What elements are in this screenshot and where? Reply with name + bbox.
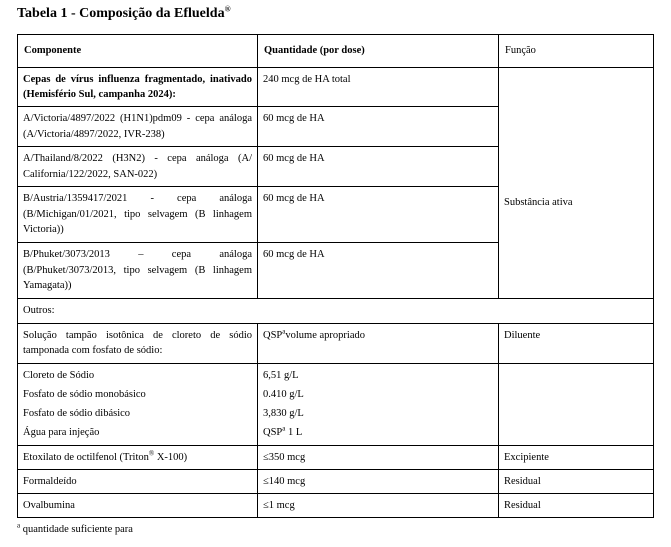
solucao-component: Solução tampão isotônica de cloreto de sódio tamponada com fosfato de sódio: <box>18 323 258 363</box>
table-row <box>18 323 654 363</box>
formaldeido-component: Formaldeído <box>18 469 258 493</box>
outros-label: Outros: <box>18 299 654 323</box>
header-componente: Componente <box>18 35 258 68</box>
footnote-mark: a <box>282 424 286 433</box>
strain-component: B/Austria/1359417/2021 - cepa análoga (B/Michigan/01/2021, tipo selvagem (B linhagem Victoria)) <box>18 187 258 243</box>
formaldeido-function: Residual <box>499 469 654 493</box>
strain-component: B/Phuket/3073/2013 – cepa análoga (B/Phuket/3073/2013, tipo selvagem (B linhagem Yamagata)) <box>18 243 258 299</box>
footnote-mark: a <box>282 327 286 336</box>
empty-function-cell <box>499 363 654 445</box>
qsp-text: QSP <box>263 329 283 341</box>
qsp-text: QSP <box>263 426 283 438</box>
table-row <box>18 494 654 518</box>
salts-components <box>18 363 258 445</box>
formaldeido-quantity: ≤140 mcg <box>258 469 499 493</box>
composition-table <box>17 34 654 518</box>
registered-mark: ® <box>148 449 155 458</box>
salt-quantity: 6,51 g/L <box>263 369 299 381</box>
salt-component: Fosfato de sódio monobásico <box>23 388 146 400</box>
etoxilato-component <box>18 445 258 469</box>
header-funcao: Função <box>499 35 654 68</box>
header-row <box>18 35 654 68</box>
etoxilato-quantity: ≤350 mcg <box>258 445 499 469</box>
etoxilato-function: Excipiente <box>499 445 654 469</box>
strain-component: A/Victoria/4897/2022 (H1N1)pdm09 - cepa análoga (A/Victoria/4897/2022, IVR-238) <box>18 107 258 147</box>
ovalbumina-quantity: ≤1 mcg <box>258 494 499 518</box>
table-title <box>17 6 231 22</box>
salt-quantity: 3,830 g/L <box>263 407 304 419</box>
strain-component: A/Thailand/8/2022 (H3N2) - cepa análoga (A/ California/122/2022, SAN-022) <box>18 147 258 187</box>
header-quantidade: Quantidade (por dose) <box>258 35 499 68</box>
strains-function: Substância ativa <box>499 107 654 299</box>
cepas-quantity: 240 mcg de HA total <box>258 68 499 107</box>
table-row <box>18 363 654 445</box>
strain-quantity: 60 mcg de HA <box>258 107 499 147</box>
salt-quantity-rest: 1 L <box>285 426 303 438</box>
salt-component: Cloreto de Sódio <box>23 369 95 381</box>
solucao-function: Diluente <box>499 323 654 363</box>
registered-mark: ® <box>224 4 231 14</box>
ovalbumina-component: Ovalbumina <box>18 494 258 518</box>
solucao-quantity-rest: volume apropriado <box>285 329 365 341</box>
salt-quantity <box>263 425 493 441</box>
salt-component: Água para injeção <box>23 426 100 438</box>
cepas-label: Cepas de vírus influenza fragmentado, inativado (Hemisfério Sul, campanha 2024): <box>18 68 258 107</box>
table-row <box>18 445 654 469</box>
etoxilato-text-rest: X-100) <box>154 451 188 463</box>
table-row <box>18 299 654 323</box>
footnote <box>17 521 133 535</box>
table-title-text: Tabela 1 - Composição da Efluelda <box>17 6 225 21</box>
footnote-text: quantidade suficiente para <box>20 524 133 535</box>
empty-function-cell <box>499 68 654 107</box>
strain-quantity: 60 mcg de HA <box>258 243 499 299</box>
etoxilato-text: Etoxilato de octilfenol (Triton <box>23 451 149 463</box>
salt-quantity: 0.410 g/L <box>263 388 304 400</box>
table-row <box>18 68 654 107</box>
strain-quantity: 60 mcg de HA <box>258 187 499 243</box>
table-row <box>18 107 654 147</box>
salts-quantities <box>258 363 499 445</box>
table-row <box>18 469 654 493</box>
salt-component: Fosfato de sódio dibásico <box>23 407 131 419</box>
solucao-quantity <box>258 323 499 363</box>
ovalbumina-function: Residual <box>499 494 654 518</box>
footnote-mark: a <box>17 521 21 530</box>
strain-quantity: 60 mcg de HA <box>258 147 499 187</box>
